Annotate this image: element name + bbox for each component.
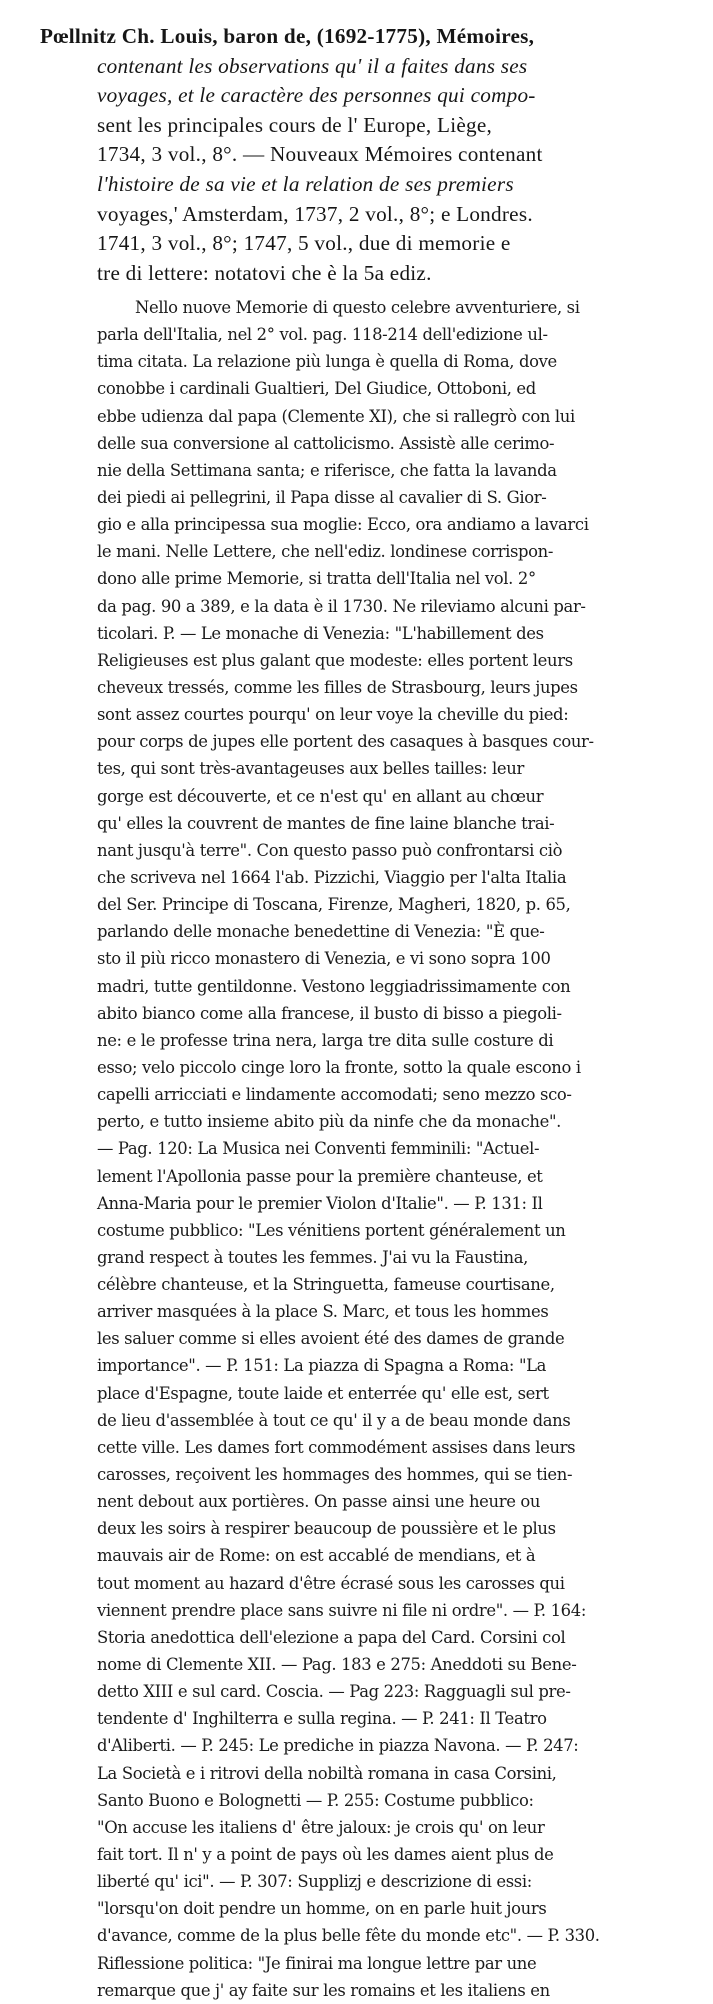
body-line: costume pubblico: "Les vénitiens portent généralement un xyxy=(97,1220,566,1240)
body-line: che scriveva nel 1664 l'ab. Pizzichi, Viaggio per l'alta Italia xyxy=(97,867,567,887)
body-line: d'Aliberti. — P. 245: Le prediche in piazza Navona. — P. 247: xyxy=(97,1736,579,1756)
body-line: delle sua conversione al cattolicismo. Assistè alle cerimo- xyxy=(97,433,555,453)
body-line: Anna-Maria pour le premier Violon d'Italie". — P. 131: Il xyxy=(97,1193,543,1213)
body-line: tes, qui sont très-avantageuses aux belles tailles: leur xyxy=(97,759,524,779)
entry-line: voyages,' Amsterdam, 1737, 2 vol., 8°; e Londres. xyxy=(97,201,533,226)
body-line: madri, tutte gentildonne. Vestono leggiadrissimamente con xyxy=(97,976,571,996)
body-line: Riflessione politica: "Je finirai ma longue lettre par une xyxy=(97,1953,537,1973)
body-line: nome di Clemente XII. — Pag. 183 e 275: Aneddoti su Bene- xyxy=(97,1655,577,1675)
body-line: nie della Settimana santa; e riferisce, che fatta la lavanda xyxy=(97,460,557,480)
body-line: remarque que j' ay faite sur les romains et les italiens en xyxy=(97,1980,550,2000)
body-line: "On accuse les italiens d' être jaloux: je crois qu' on leur xyxy=(97,1817,545,1837)
bibliographic-entry xyxy=(40,22,690,288)
body-line: dei piedi ai pellegrini, il Papa disse al cavalier di S. Gior- xyxy=(97,487,547,507)
body-line: parlando delle monache benedettine di Venezia: "È que- xyxy=(97,922,545,942)
body-line: liberté qu' ici". — P. 307: Supplizj e descrizione di essi: xyxy=(97,1872,532,1892)
body-line: Nello nuove Memorie di questo celebre avventuriere, si xyxy=(135,298,580,317)
body-line: mauvais air de Rome: on est accablé de mendians, et à xyxy=(97,1546,536,1566)
entry-line: voyages, et le caractère des personnes qui compo- xyxy=(97,83,536,108)
body-line: "lorsqu'on doit pendre un homme, on en parle huit jours xyxy=(97,1899,547,1919)
body-line: qu' elles la couvrent de mantes de fine laine blanche trai- xyxy=(97,813,555,833)
body-line: carosses, reçoivent les hommages des hommes, qui se tien- xyxy=(97,1465,573,1485)
body-line: abito bianco come alla francese, il busto di bisso a piegoli- xyxy=(97,1003,562,1023)
body-line: grand respect à toutes les femmes. J'ai vu la Faustina, xyxy=(97,1247,528,1267)
body-line: tendente d' Inghilterra e sulla regina. — P. 241: Il Teatro xyxy=(97,1709,547,1729)
body-line: lement l'Apollonia passe pour la première chanteuse, et xyxy=(97,1166,543,1186)
body-line: — Pag. 120: La Musica nei Conventi femminili: "Actuel- xyxy=(97,1139,540,1159)
body-line: La Società e i ritrovi della nobiltà romana in casa Corsini, xyxy=(97,1763,557,1783)
body-line: viennent prendre place sans suivre ni file ni ordre". — P. 164: xyxy=(97,1600,587,1620)
entry-line: Pœllnitz Ch. Louis, baron de, (1692-1775), Mémoires, xyxy=(40,24,535,48)
entry-line: contenant les observations qu' il a faites dans ses xyxy=(97,53,528,78)
body-line: detto XIII e sul card. Coscia. — Pag 223: Ragguagli sul pre- xyxy=(97,1682,571,1702)
body-line: tima citata. La relazione più lunga è quella di Roma, dove xyxy=(97,352,557,372)
body-line: le mani. Nelle Lettere, che nell'ediz. londinese corrispon- xyxy=(97,542,554,562)
body-line: gio e alla principessa sua moglie: Ecco, ora andiamo a lavarci xyxy=(97,515,589,535)
body-line: gorge est découverte, et ce n'est qu' en allant au chœur xyxy=(97,786,544,806)
body-line: ticolari. P. — Le monache di Venezia: "L'habillement des xyxy=(97,623,544,643)
entry-line: tre di lettere: notatovi che è la 5a ediz. xyxy=(97,260,432,285)
body-line: fait tort. Il n' y a point de pays où les dames aient plus de xyxy=(97,1845,554,1865)
body-line: deux les soirs à respirer beaucoup de poussière et le plus xyxy=(97,1519,556,1539)
body-line: sont assez courtes pourqu' on leur voye la cheville du pied: xyxy=(97,705,569,725)
body-line: pour corps de jupes elle portent des casaques à basques cour- xyxy=(97,732,594,752)
body-line: cheveux tressés, comme les filles de Strasbourg, leurs jupes xyxy=(97,677,578,697)
body-line: importance". — P. 151: La piazza di Spagna a Roma: "La xyxy=(97,1356,547,1376)
body-line: capelli arricciati e lindamente accomodati; seno mezzo sco- xyxy=(97,1085,572,1105)
entry-line: 1741, 3 vol., 8°; 1747, 5 vol., due di memorie e xyxy=(97,231,511,256)
body-line: arriver masquées à la place S. Marc, et tous les hommes xyxy=(97,1302,549,1322)
body-line: les saluer comme si elles avoient été des dames de grande xyxy=(97,1329,565,1349)
body-line: da pag. 90 a 389, e la data è il 1730. Ne rileviamo alcuni par- xyxy=(97,596,586,616)
body-line: Religieuses est plus galant que modeste: elles portent leurs xyxy=(97,650,573,670)
body-line: célèbre chanteuse, et la Stringuetta, fameuse courtisane, xyxy=(97,1275,555,1295)
body-line: place d'Espagne, toute laide et enterrée qu' elle est, sert xyxy=(97,1383,549,1403)
body-line: nent debout aux portières. On passe ainsi une heure ou xyxy=(97,1492,541,1512)
body-line: sto il più ricco monastero di Venezia, e vi sono sopra 100 xyxy=(97,949,551,969)
body-line: nant jusqu'à terre". Con questo passo può confrontarsi ciò xyxy=(97,840,563,860)
body-line: d'avance, comme de la plus belle fête du monde etc". — P. 330. xyxy=(97,1926,600,1946)
body-line: cette ville. Les dames fort commodément assises dans leurs xyxy=(97,1437,576,1457)
body-text xyxy=(97,294,709,2004)
body-line: Santo Buono e Bolognetti — P. 255: Costume pubblico: xyxy=(97,1790,534,1810)
body-line: perto, e tutto insieme abito più da ninfe che da monache". xyxy=(97,1112,562,1132)
body-line: del Ser. Principe di Toscana, Firenze, Magheri, 1820, p. 65, xyxy=(97,895,571,915)
body-line: esso; velo piccolo cinge loro la fronte, sotto la quale escono i xyxy=(97,1057,581,1077)
body-line: parla dell'Italia, nel 2° vol. pag. 118-214 dell'edizione ul- xyxy=(97,325,548,345)
entry-line: sent les principales cours de l' Europe, Liège, xyxy=(97,112,493,137)
entry-line: 1734, 3 vol., 8°. — Nouveaux Mémoires contenant xyxy=(97,142,543,167)
entry-line: l'histoire de sa vie et la relation de ses premiers xyxy=(97,171,514,196)
body-line: tout moment au hazard d'être écrasé sous les carosses qui xyxy=(97,1573,565,1593)
body-line: de lieu d'assemblée à tout ce qu' il y a de beau monde dans xyxy=(97,1410,571,1430)
body-line: Storia anedottica dell'elezione a papa del Card. Corsini col xyxy=(97,1627,566,1647)
body-line: conobbe i cardinali Gualtieri, Del Giudice, Ottoboni, ed xyxy=(97,379,536,399)
body-line: ebbe udienza dal papa (Clemente XI), che si rallegrò con lui xyxy=(97,406,575,426)
body-line: dono alle prime Memorie, si tratta dell'Italia nel vol. 2° xyxy=(97,569,536,589)
body-line: ne: e le professe trina nera, larga tre dita sulle costure di xyxy=(97,1030,554,1050)
